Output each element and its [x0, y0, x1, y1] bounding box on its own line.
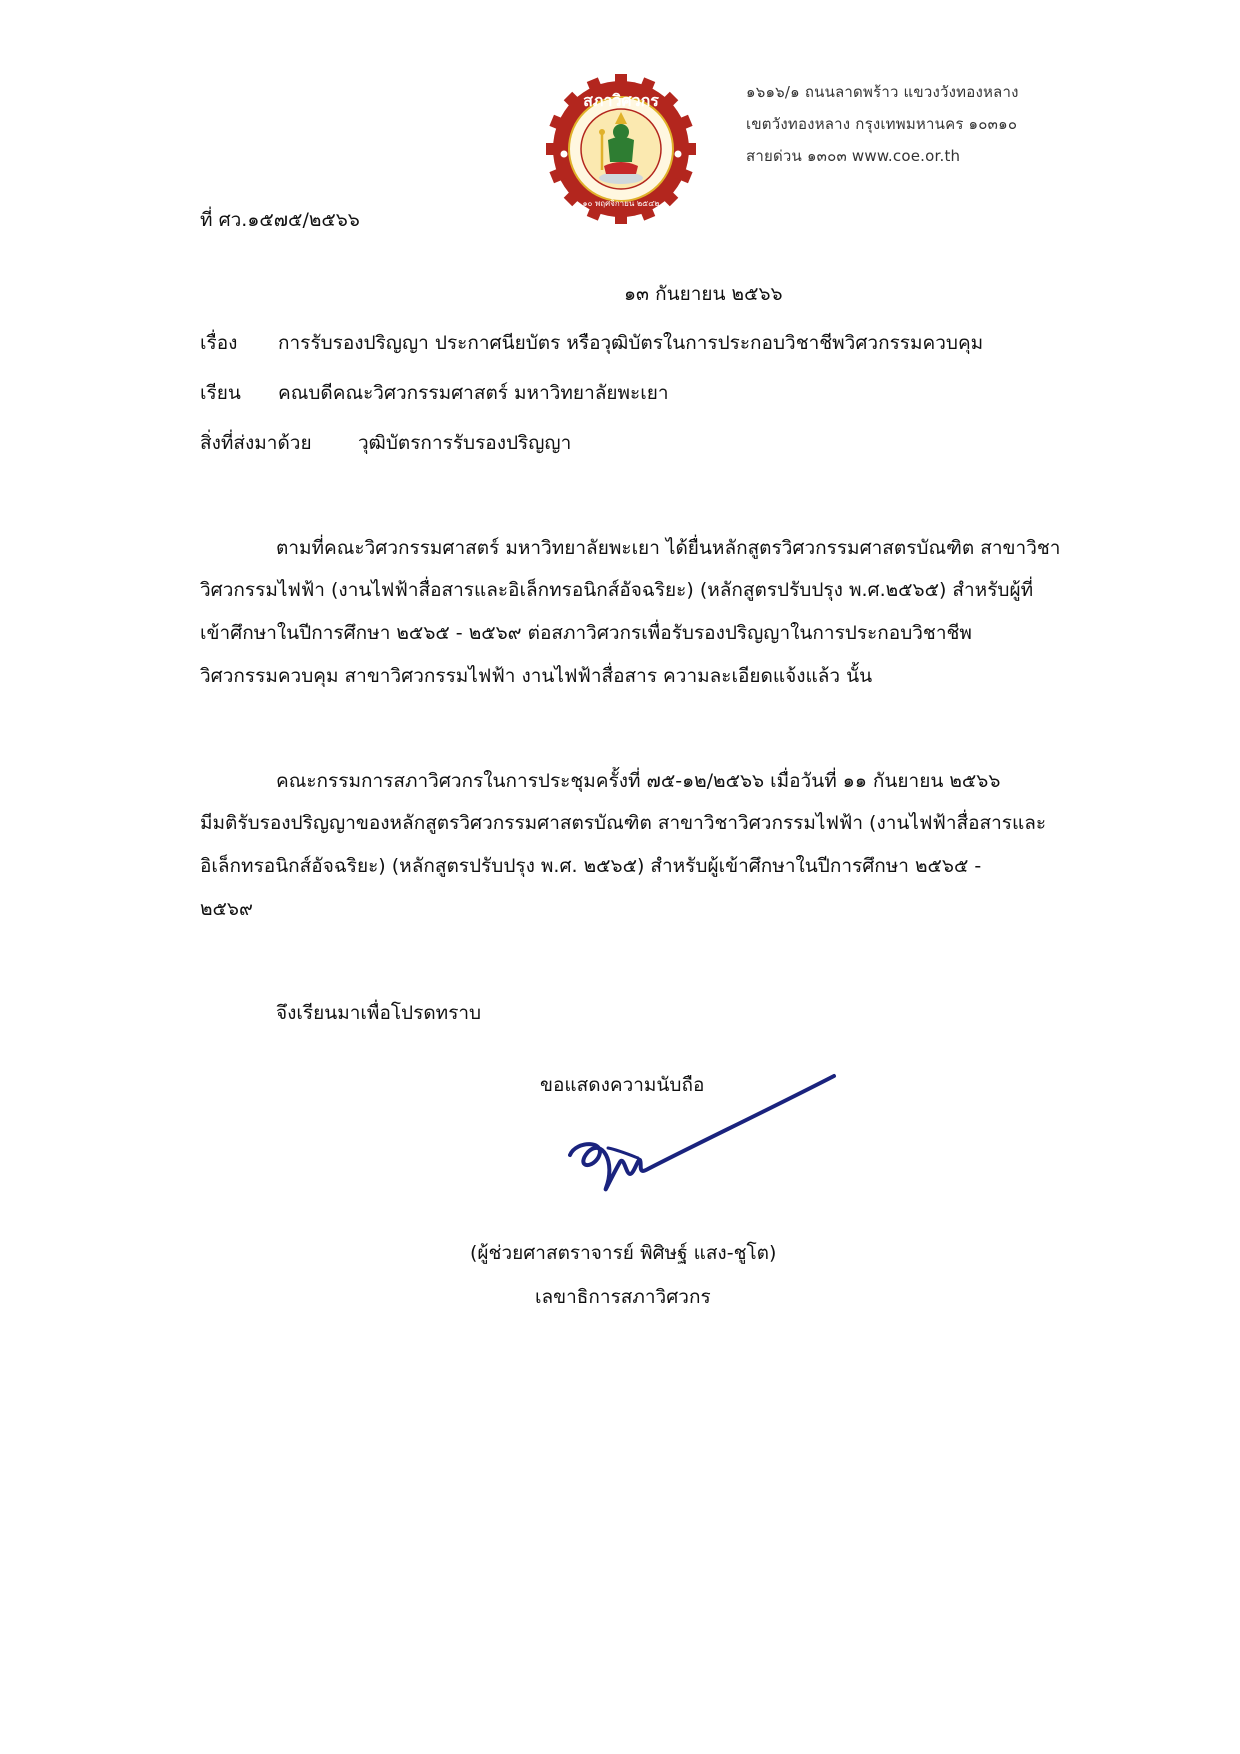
logo-date: ๑๐ พฤศจิกายน ๒๕๔๒ — [582, 199, 660, 208]
handwritten-signature — [568, 1070, 848, 1210]
regards-text: ขอแสดงความนับถือ — [540, 1074, 705, 1096]
paragraph-2-line: คณะกรรมการสภาวิศวกรในการประชุมครั้งที่ ๗๕-๑๒/๒๕๖๖ เมื่อวันที่ ๑๑ กันยายน ๒๕๖๖ — [276, 770, 1001, 792]
address-line: ๑๖๑๖/๑ ถนนลาดพร้าว แขวงวังทองหลาง — [746, 83, 1019, 101]
subject-text: การรับรองปริญญา ประกาศนียบัตร หรือวุฒิบัตรในการประกอบวิชาชีพวิศวกรรมควบคุม — [278, 332, 984, 354]
subject-label: เรื่อง — [200, 332, 238, 354]
reference-number: ที่ ศว.๑๕๗๕/๒๕๖๖ — [200, 209, 360, 231]
closing-line: จึงเรียนมาเพื่อโปรดทราบ — [276, 1002, 482, 1024]
hotline-website: สายด่วน ๑๓๐๓ www.coe.or.th — [746, 147, 961, 165]
address-line: เขตวังทองหลาง กรุงเทพมหานคร ๑๐๓๑๐ — [746, 115, 1018, 133]
paragraph-1-line: ตามที่คณะวิศวกรรมศาสตร์ มหาวิทยาลัยพะเยา ได้ยื่นหลักสูตรวิศวกรรมศาสตรบัณฑิต สาขาวิชา — [276, 537, 1061, 559]
signer-title: เลขาธิการสภาวิศวกร — [535, 1286, 711, 1308]
recipient-label: เรียน — [200, 382, 241, 404]
signer-name: (ผู้ช่วยศาสตราจารย์ พิศิษฐ์ แสง-ชูโต) — [470, 1242, 777, 1264]
letter-date: ๑๓ กันยายน ๒๕๖๖ — [624, 283, 783, 305]
logo-dot-icon — [675, 151, 682, 158]
enclosure-text: วุฒิบัตรการรับรองปริญญา — [358, 432, 572, 454]
recipient-text: คณบดีคณะวิศวกรรมศาสตร์ มหาวิทยาลัยพะเยา — [278, 382, 669, 404]
paragraph-1-line: วิศวกรรมไฟฟ้า (งานไฟฟ้าสื่อสารและอิเล็กทรอนิกส์อัจฉริยะ) (หลักสูตรปรับปรุง พ.ศ.๒๕๖๕) สำหรับผู้ที่ — [200, 579, 1034, 601]
council-logo — [546, 74, 696, 224]
enclosure-label: สิ่งที่ส่งมาด้วย — [200, 432, 312, 454]
paragraph-1-line: วิศวกรรมควบคุม สาขาวิศวกรรมไฟฟ้า งานไฟฟ้าสื่อสาร ความละเอียดแจ้งแล้ว นั้น — [200, 665, 873, 687]
paragraph-2-line: อิเล็กทรอนิกส์อัจฉริยะ) (หลักสูตรปรับปรุง พ.ศ. ๒๕๖๕) สำหรับผู้เข้าศึกษาในปีการศึกษา ๒๕๖๕ - — [200, 855, 982, 877]
paragraph-2-line: มีมติรับรองปริญญาของหลักสูตรวิศวกรรมศาสตรบัณฑิต สาขาวิชาวิศวกรรมไฟฟ้า (งานไฟฟ้าสื่อสารและ — [200, 812, 1047, 834]
logo-text: สภาวิศวกร — [583, 91, 659, 110]
logo-dot-icon — [561, 151, 568, 158]
paragraph-1-line: เข้าศึกษาในปีการศึกษา ๒๕๖๕ - ๒๕๖๙ ต่อสภาวิศวกรเพื่อรับรองปริญญาในการประกอบวิชาชีพ — [200, 622, 972, 644]
paragraph-2-line: ๒๕๖๙ — [200, 898, 253, 920]
